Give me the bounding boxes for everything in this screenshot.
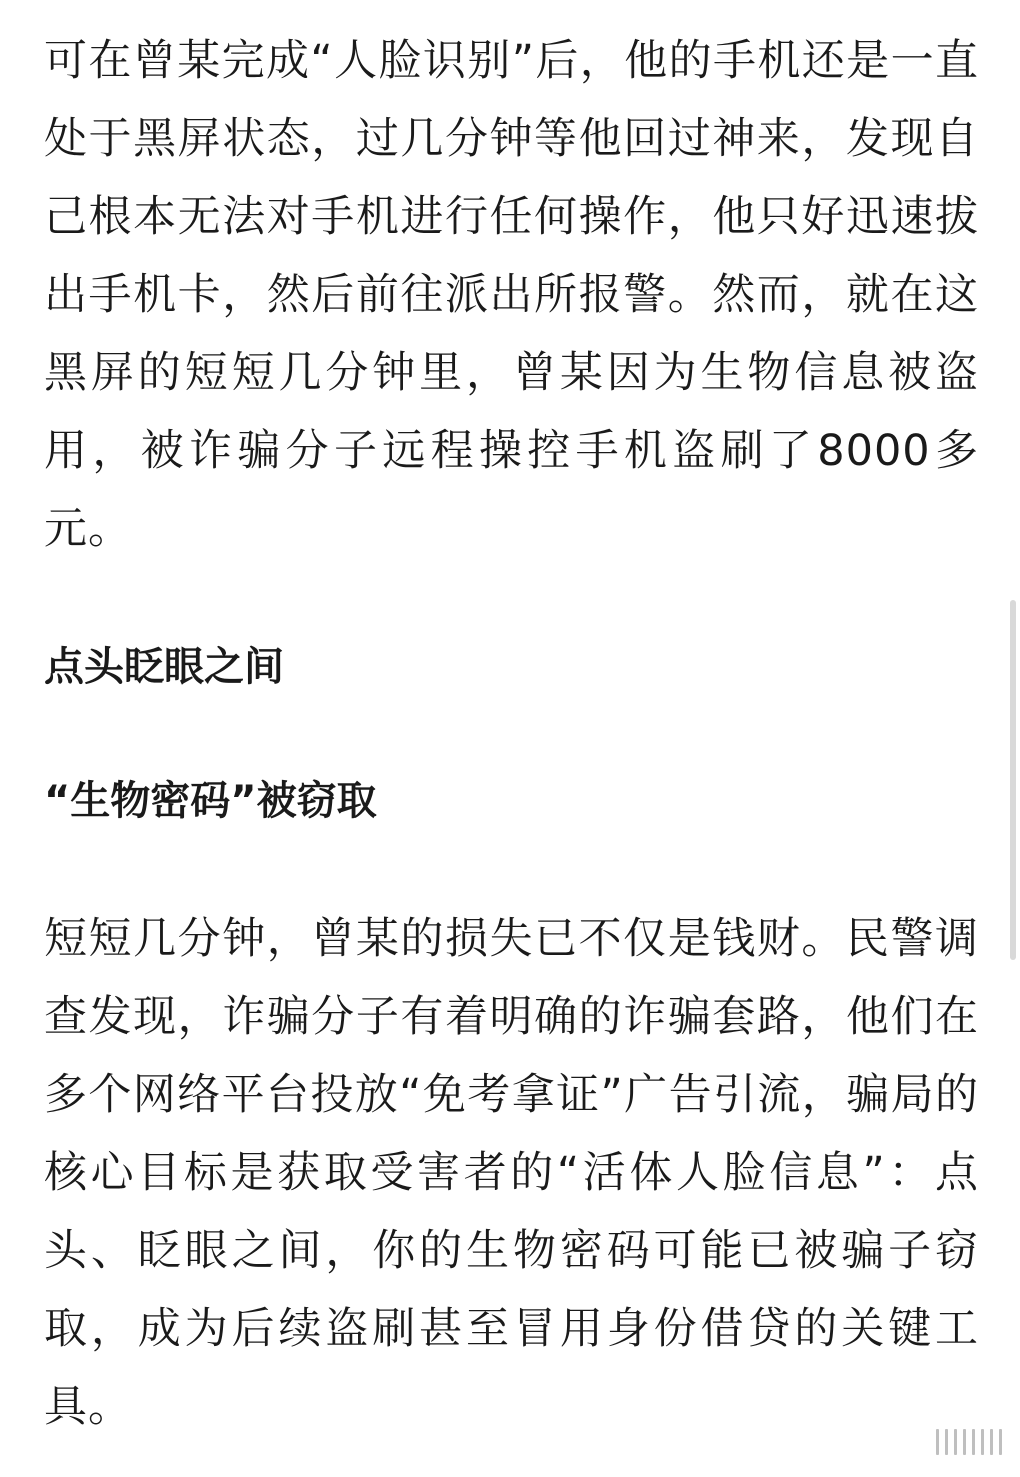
article-paragraph: 可在曾某完成“人脸识别”后，他的手机还是一直处于黑屏状态，过几分钟等他回过神来，发现自己根本无法对手机进行任何操作，他只好迅速拔出手机卡，然后前往派出所报警。然而，就在这黑屏的短短几分钟里，曾某因为生物信息被盗用，被诈骗分子远程操控手机盗刷了8000多元。 xyxy=(44,36,979,554)
section-subheading: “生物密码”被窃取 xyxy=(44,778,377,824)
bar-mark-icon xyxy=(999,1429,1002,1455)
bar-mark-icon xyxy=(972,1429,975,1455)
bar-mark-icon xyxy=(990,1429,993,1455)
bar-mark-icon xyxy=(963,1429,966,1455)
article-paragraph: 短短几分钟，曾某的损失已不仅是钱财。民警调查发现，诈骗分子有着明确的诈骗套路，他们在多个网络平台投放“免考拿证”广告引流，骗局的核心目标是获取受害者的“活体人脸信息”：点头、眨眼之间，你的生物密码可能已被骗子窃取，成为后续盗刷甚至冒用身份借贷的关键工具。 xyxy=(44,914,979,1432)
bar-mark-icon xyxy=(945,1429,948,1455)
scrollbar[interactable] xyxy=(1010,600,1018,960)
bar-mark-icon xyxy=(936,1429,939,1455)
bar-mark-icon xyxy=(954,1429,957,1455)
article-body xyxy=(44,22,979,1446)
bar-mark-icon xyxy=(981,1429,984,1455)
scrollbar-thumb[interactable] xyxy=(1010,600,1016,960)
decorative-bottom-marks xyxy=(936,1429,1002,1455)
section-heading: 点头眨眼之间 xyxy=(44,644,284,690)
